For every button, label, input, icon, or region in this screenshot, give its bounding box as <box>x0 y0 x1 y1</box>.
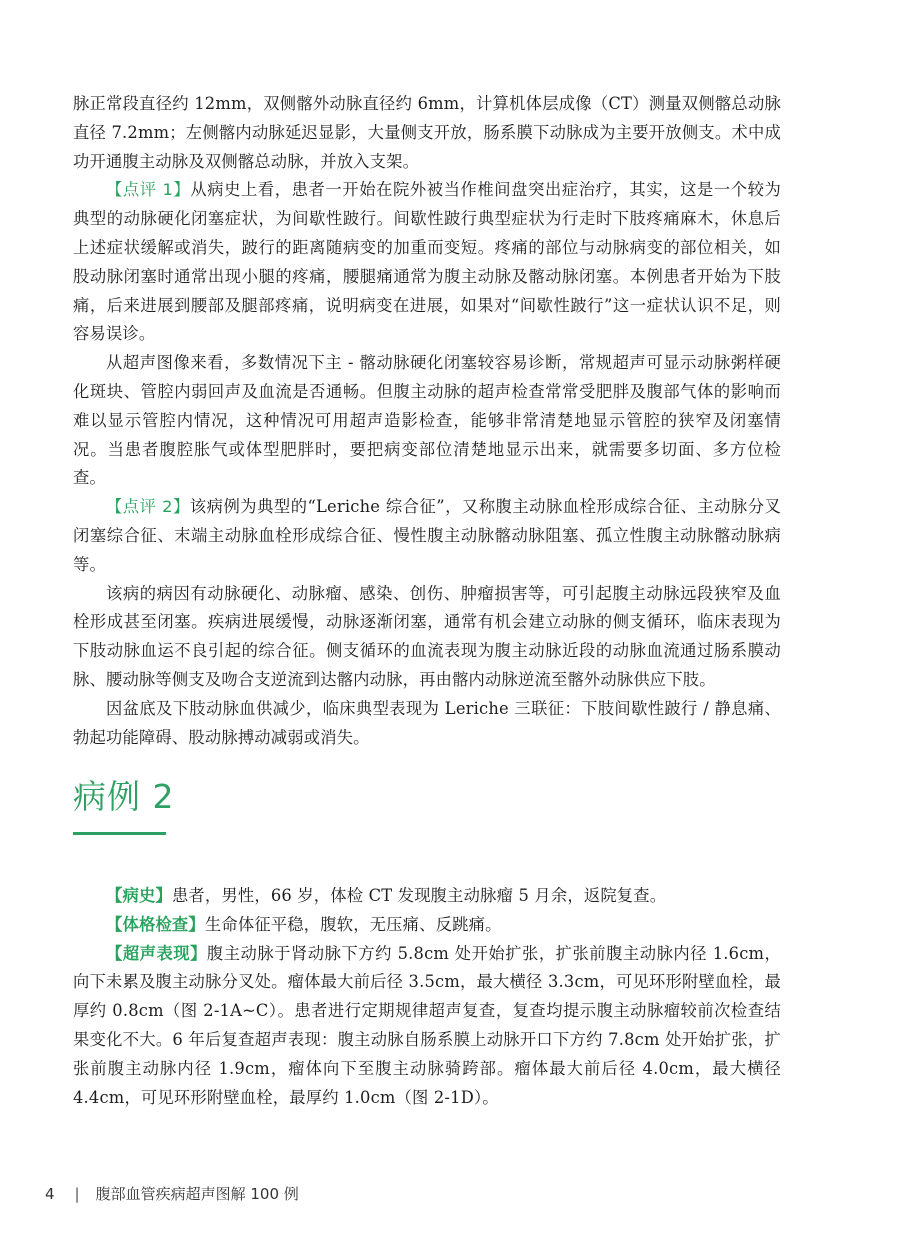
page-number: 4 <box>45 1185 55 1203</box>
case-heading-rule <box>73 832 166 835</box>
case-heading: 病例 2 <box>73 777 175 816</box>
body-text <box>73 90 781 752</box>
paragraph-physical-exam <box>73 911 781 940</box>
footer-separator: | <box>74 1185 80 1203</box>
page-footer <box>45 1183 299 1204</box>
paragraph-ultrasound-findings <box>73 940 781 1113</box>
comment-1-text: 从病史上看，患者一开始在院外被当作椎间盘突出症治疗，其实，这是一个较为典型的动脉硬化闭塞症状，为间歇性跛行。间歇性跛行典型症状为行走时下肢疼痛麻木，休息后上述症状缓解或消失，跛行的距离随病变的加重而变短。疼痛的部位与动脉病变的部位相关，如股动脉闭塞时通常出现小腿的疼痛，腰腿痛通常为腹主动脉及髂动脉闭塞。本例患者开始为下肢痛，后来进展到腰部及腿部疼痛，说明病变在进展，如果对“间歇性跛行”这一症状认识不足，则容易误诊。 <box>73 180 781 344</box>
paragraph-history <box>73 882 781 911</box>
comment-2-tag: 【点评 2】 <box>106 497 190 517</box>
paragraph-continuation: 脉正常段直径约 12mm，双侧髂外动脉直径约 6mm，计算机体层成像（CT）测量双侧髂总动脉直径 7.2mm；左侧髂内动脉延迟显影，大量侧支开放，肠系膜下动脉成为主要开放侧支。术中成功开通腹主动脉及双侧髂总动脉，并放入支架。 <box>73 94 781 171</box>
paragraph-leriche-triad: 因盆底及下肢动脉血供减少，临床典型表现为 Leriche 三联征：下肢间歇性跛行 / 静息痛、勃起功能障碍、股动脉搏动减弱或消失。 <box>73 698 781 747</box>
physical-exam-text: 生命体征平稳，腹软，无压痛、反跳痛。 <box>204 914 502 934</box>
ultrasound-findings-tag: 【超声表现】 <box>106 943 207 963</box>
physical-exam-tag: 【体格检查】 <box>106 914 205 934</box>
paragraph-ultrasound-analysis: 从超声图像来看，多数情况下主 - 髂动脉硬化闭塞较容易诊断，常规超声可显示动脉粥样硬化斑块、管腔内弱回声及血流是否通畅。但腹主动脉的超声检查常常受肥胖及腹部气体的影响而难以显示管腔内情况，这种情况可用超声造影检查，能够非常清楚地显示管腔的狭窄及闭塞情况。当患者腹腔胀气或体型肥胖时，要把病变部位清楚地显示出来，就需要多切面、多方位检查。 <box>73 353 781 488</box>
case-2-text <box>73 882 781 1112</box>
ultrasound-findings-text: 腹主动脉于肾动脉下方约 5.8cm 处开始扩张，扩张前腹主动脉内径 1.6cm，向下未累及腹主动脉分叉处。瘤体最大前后径 3.5cm，最大横径 3.3cm，可见环形附壁血栓，最厚约 0.8cm（图 2-1A~C）。患者进行定期规律超声复查，复查均提示腹主动脉瘤较前次检查结果变化不大。6 年后复查超声表现：腹主动脉自肠系膜上动脉开口下方约 7.8cm 处开始扩张，扩张前腹主动脉内径 1.9cm，瘤体向下至腹主动脉骑跨部。瘤体最大前后径 4.0cm，最大横径 4.4cm，可见环形附壁血栓，最厚约 1.0cm（图 2-1D）。 <box>73 943 781 1107</box>
comment-2-text: 该病例为典型的“Leriche 综合征”，又称腹主动脉血栓形成综合征、主动脉分叉闭塞综合征、末端主动脉血栓形成综合征、慢性腹主动脉髂动脉阻塞、孤立性腹主动脉髂动脉病等。 <box>73 497 781 574</box>
paragraph-etiology: 该病的病因有动脉硬化、动脉瘤、感染、创伤、肿瘤损害等，可引起腹主动脉远段狭窄及血栓形成甚至闭塞。疾病进展缓慢，动脉逐渐闭塞，通常有机会建立动脉的侧支循环，临床表现为下肢动脉血运不良引起的综合征。侧支循环的血流表现为腹主动脉近段的动脉血流通过肠系膜动脉、腰动脉等侧支及吻合支逆流到达髂内动脉，再由髂内动脉逆流至髂外动脉供应下肢。 <box>73 583 781 689</box>
book-title: 腹部血管疾病超声图解 100 例 <box>95 1185 299 1203</box>
comment-1-tag: 【点评 1】 <box>106 180 191 200</box>
history-tag: 【病史】 <box>106 886 172 905</box>
paragraph-comment-1 <box>73 176 781 349</box>
paragraph-comment-2 <box>73 493 781 579</box>
history-text: 患者，男性，66 岁，体检 CT 发现腹主动脉瘤 5 月余，返院复查。 <box>171 886 667 905</box>
